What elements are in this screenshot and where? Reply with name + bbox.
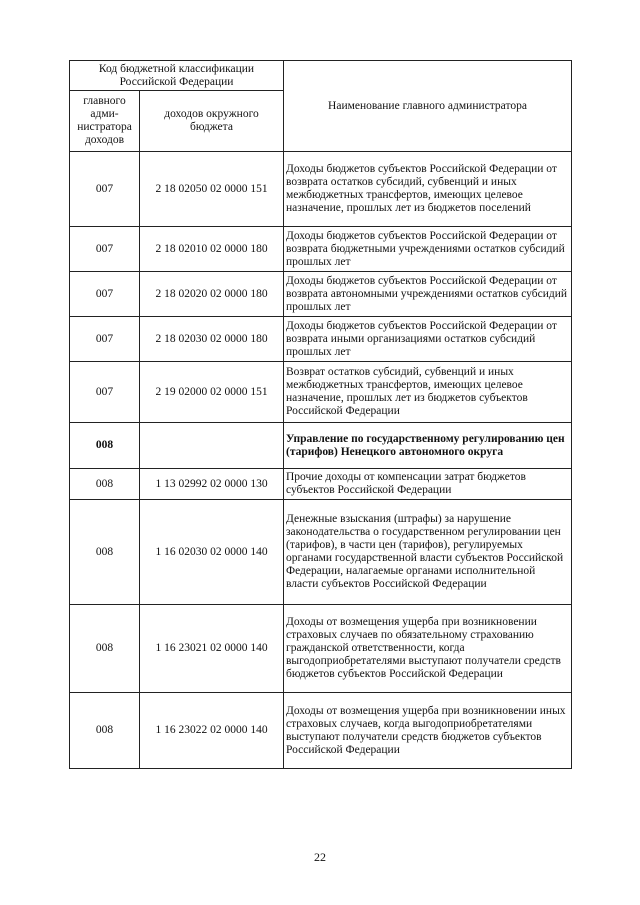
income-code-cell: 1 13 02992 02 0000 130	[140, 469, 284, 500]
administrator-name-cell: Доходы бюджетов субъектов Российской Федерации от возврата остатков субсидий, субвенций и иных межбюджетных трансфертов, имеющих целевое назначение, прошлых лет из бюджетов поселений	[284, 152, 572, 227]
table-row	[70, 272, 572, 317]
admin-code-cell: 008	[70, 423, 140, 469]
income-code-cell: 1 16 23021 02 0000 140	[140, 605, 284, 693]
admin-code-cell: 007	[70, 362, 140, 423]
income-code-cell: 1 16 02030 02 0000 140	[140, 500, 284, 605]
admin-code-cell: 007	[70, 152, 140, 227]
income-code-cell: 2 18 02030 02 0000 180	[140, 317, 284, 362]
admin-code-cell: 008	[70, 500, 140, 605]
income-code-cell: 1 16 23022 02 0000 140	[140, 693, 284, 769]
admin-code-cell: 008	[70, 693, 140, 769]
income-code-cell: 2 18 02050 02 0000 151	[140, 152, 284, 227]
administrator-name-cell: Доходы от возмещения ущерба при возникновении страховых случаев по обязательному страхованию гражданской ответственности, когда выгодоприобретателями выступают получатели средств бюджетов субъектов Российской Федерации	[284, 605, 572, 693]
administrator-name-cell: Прочие доходы от компенсации затрат бюджетов субъектов Российской Федерации	[284, 469, 572, 500]
code-group-header: Код бюджетной классификации Российской Федерации	[70, 61, 284, 91]
admin-code-cell: 007	[70, 227, 140, 272]
table-row	[70, 423, 572, 469]
table-row	[70, 362, 572, 423]
table-row	[70, 693, 572, 769]
table-row	[70, 152, 572, 227]
income-code-cell	[140, 423, 284, 469]
admin-code-cell: 008	[70, 605, 140, 693]
administrator-name-cell: Доходы бюджетов субъектов Российской Федерации от возврата бюджетными учреждениями остатков субсидий прошлых лет	[284, 227, 572, 272]
income-column-header: доходов окружного бюджета	[140, 91, 284, 152]
administrator-name-cell: Доходы бюджетов субъектов Российской Федерации от возврата автономными учреждениями остатков субсидий прошлых лет	[284, 272, 572, 317]
page-number: 22	[314, 850, 326, 864]
table-row	[70, 500, 572, 605]
income-code-cell: 2 19 02000 02 0000 151	[140, 362, 284, 423]
table-row	[70, 317, 572, 362]
admin-column-header: главного адми-нистратора доходов	[70, 91, 140, 152]
table-row	[70, 605, 572, 693]
administrator-name-cell: Доходы от возмещения ущерба при возникновении иных страховых случаев, когда выгодоприобретателями выступают получатели средств бюджетов субъектов Российской Федерации	[284, 693, 572, 769]
budget-classification-table	[69, 60, 572, 769]
administrator-name-cell: Управление по государственному регулированию цен (тарифов) Ненецкого автономного округа	[284, 423, 572, 469]
name-column-header: Наименование главного администратора	[284, 61, 572, 152]
income-code-cell: 2 18 02020 02 0000 180	[140, 272, 284, 317]
income-code-cell: 2 18 02010 02 0000 180	[140, 227, 284, 272]
administrator-name-cell: Доходы бюджетов субъектов Российской Федерации от возврата иными организациями остатков субсидий прошлых лет	[284, 317, 572, 362]
table-body	[70, 152, 572, 769]
administrator-name-cell: Денежные взыскания (штрафы) за нарушение законодательства о государственном регулировании цен (тарифов), в части цен (тарифов), регулируемых органами государственной власти субъектов Российской Федерации, налагаемые органами исполнительной власти субъектов Российской Федерации	[284, 500, 572, 605]
table-row	[70, 227, 572, 272]
table-row	[70, 469, 572, 500]
header-row-top	[70, 61, 572, 91]
administrator-name-cell: Возврат остатков субсидий, субвенций и иных межбюджетных трансфертов, имеющих целевое назначение, прошлых лет из бюджетов субъектов Российской Федерации	[284, 362, 572, 423]
admin-code-cell: 007	[70, 317, 140, 362]
admin-code-cell: 008	[70, 469, 140, 500]
admin-code-cell: 007	[70, 272, 140, 317]
